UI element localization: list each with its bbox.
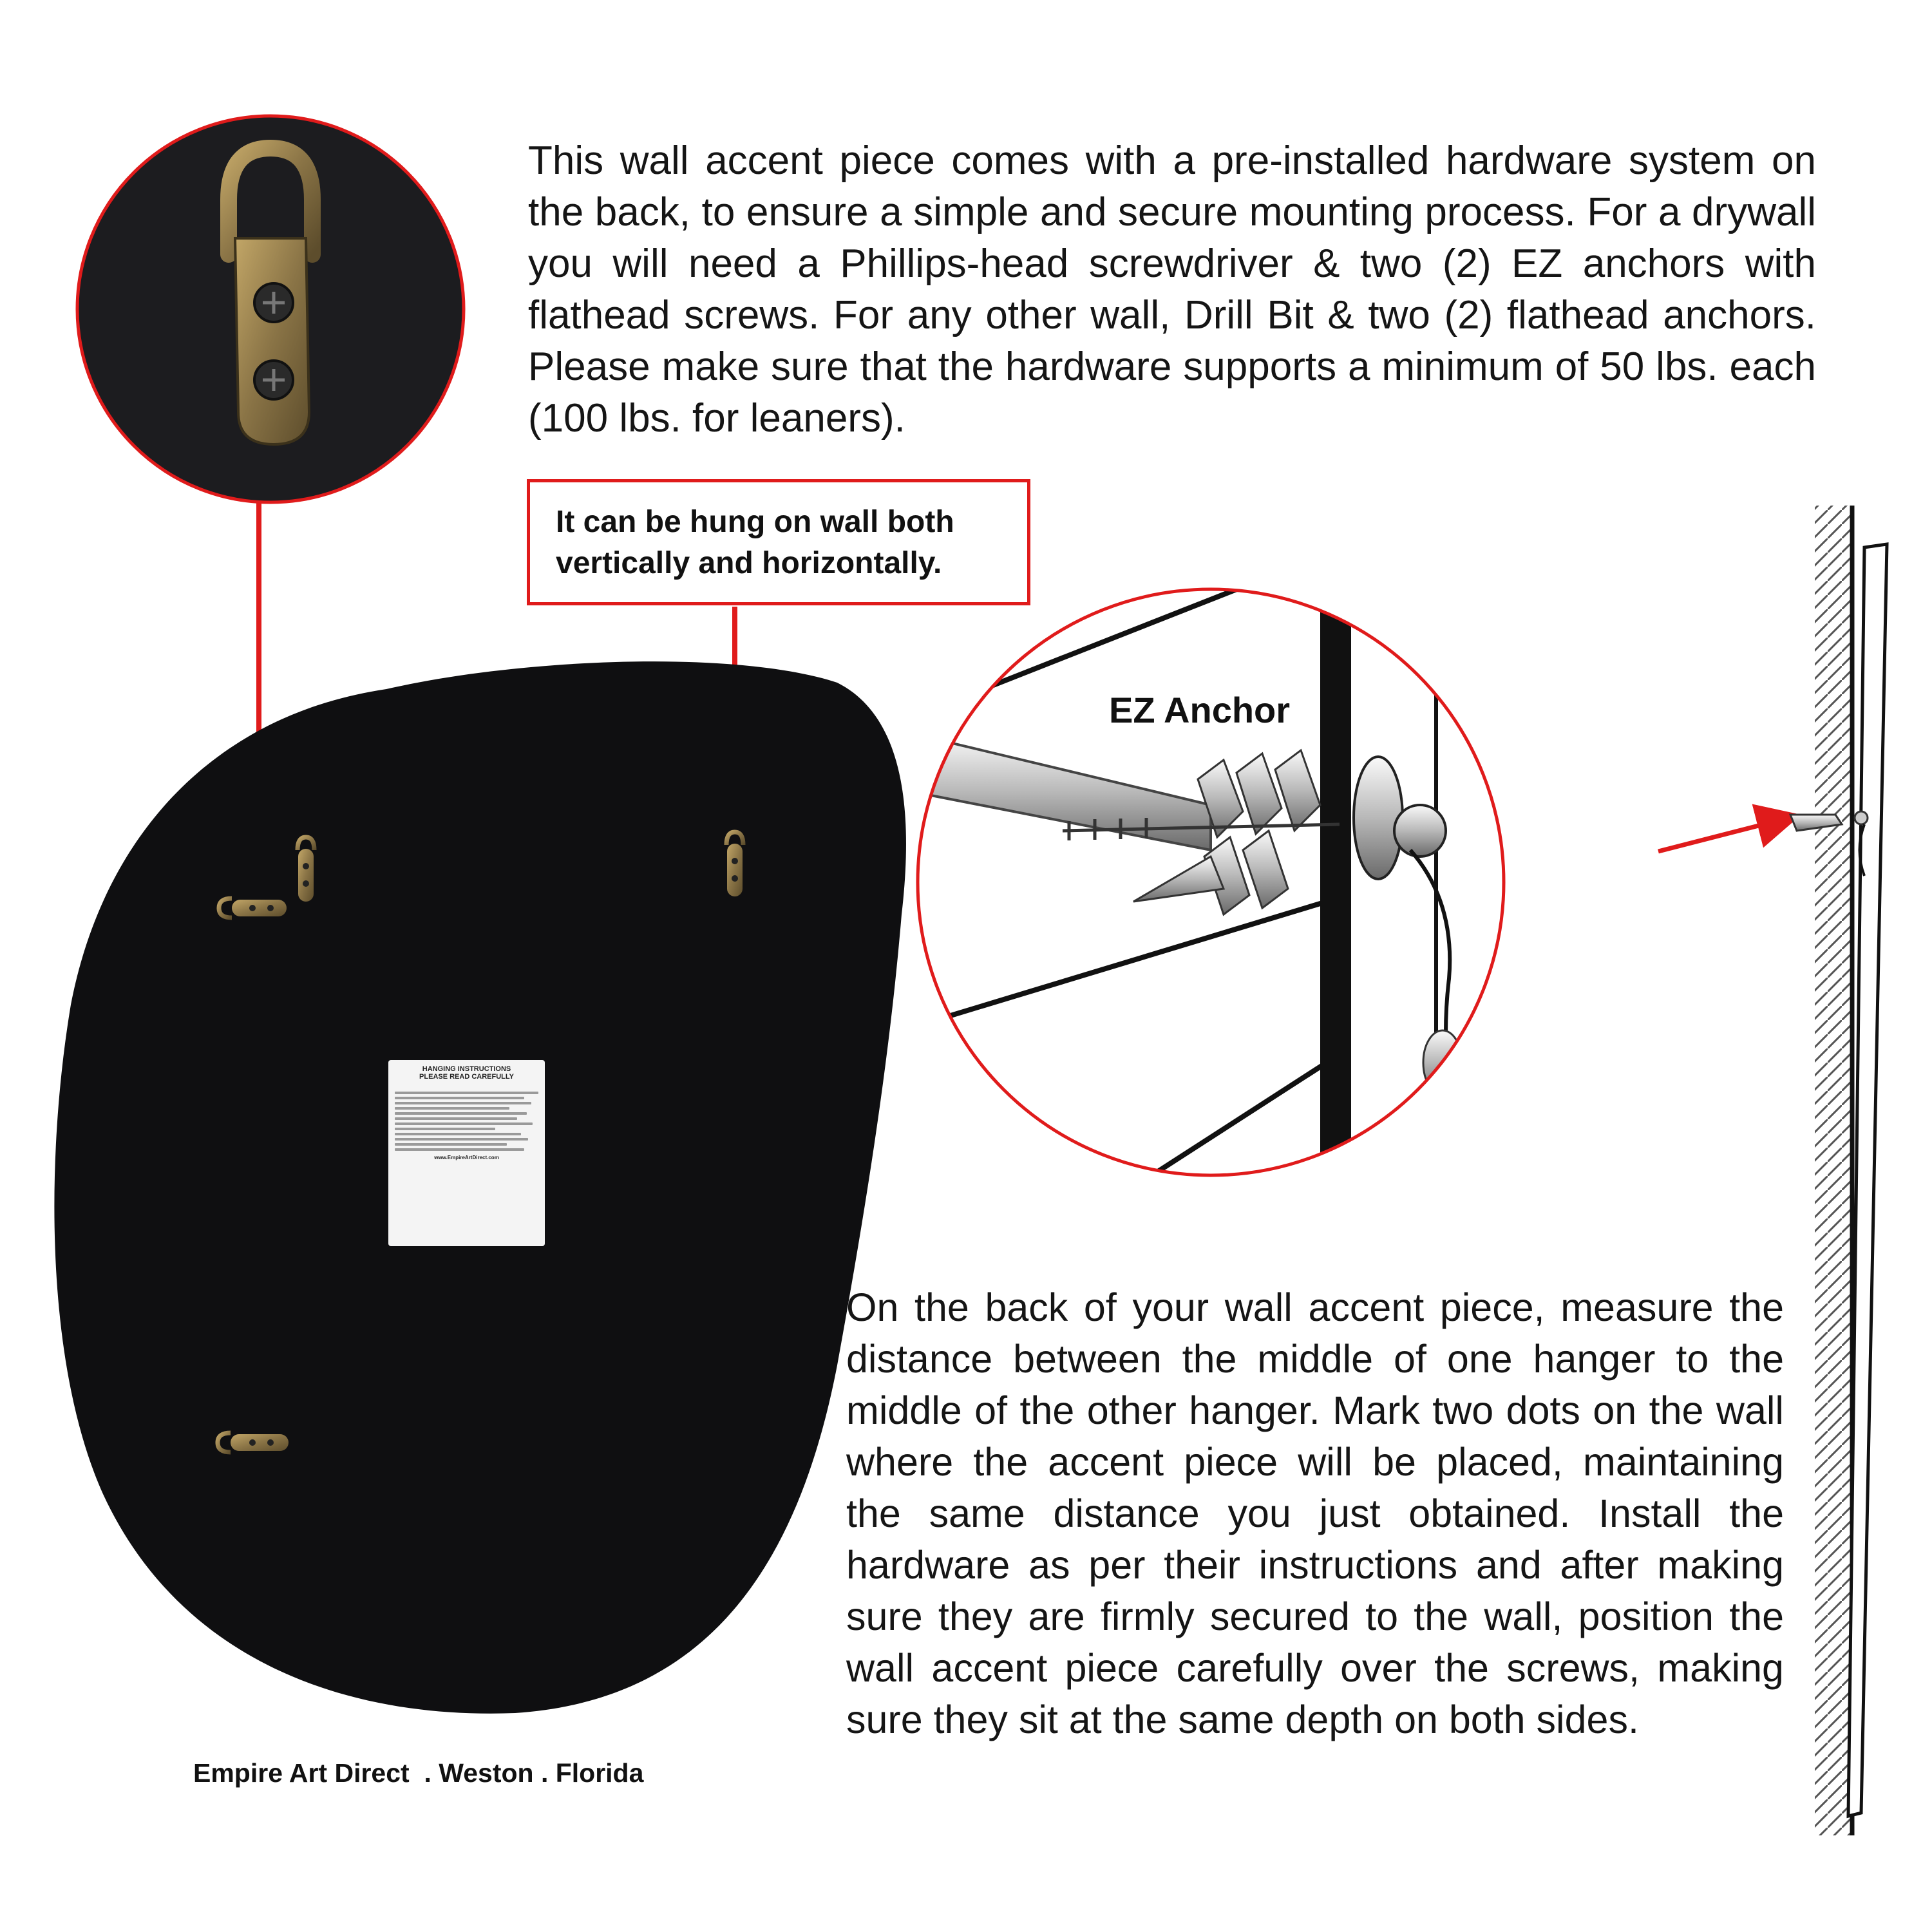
label-fine-print-line [395,1107,509,1110]
label-website: www.EmpireArtDirect.com [434,1155,499,1160]
label-title-line2: PLEASE READ CAREFULLY [419,1073,514,1081]
label-fine-print-line [395,1138,528,1141]
label-fine-print-line [395,1092,538,1094]
label-fine-print-line [395,1102,531,1104]
label-fine-print-line [395,1122,533,1125]
wall-side-view [1790,506,1887,1835]
orientation-callout-text: It can be hung on wall both vertically and horizontally. [556,505,954,580]
label-title-line1: HANGING INSTRUCTIONS [422,1065,511,1073]
label-fine-print-line [395,1143,507,1146]
ez-anchor-label: EZ Anchor [1109,690,1291,730]
label-fine-print-line [395,1097,524,1099]
label-fine-print-line [395,1148,524,1151]
label-fine-print-line [395,1117,517,1120]
ez-anchor-closeup [902,554,1504,1198]
label-fine-print-line [395,1133,521,1135]
label-fine-print-line [395,1112,527,1115]
installation-steps-paragraph: On the back of your wall accent piece, measure the distance between the middle of one hanger to the middle of the other hanger. Mark two dots on the wall where the accent piece will be placed, maintaining the same distance you just obtained. Install the hardware as per their instructions and after making sure they are firmly secured to the wall, position the wall accent piece carefully over the screws, making sure they sit at the same depth on both sides. [846,1285,1784,1741]
label-fine-print-line [395,1128,495,1130]
company-footer: Empire Art Direct . Weston . Florida [193,1758,644,1788]
orientation-callout [527,479,1030,605]
arrow-to-wall-view [1658,819,1784,851]
hanger-closeup [64,103,477,515]
intro-paragraph: This wall accent piece comes with a pre-installed hardware system on the back, to ensure a simple and secure mounting process. For a drywall you will need a Phillips-head screwdriver & two (2) EZ anchors with flathead screws. For any other wall, Drill Bit & two (2) flathead anchors. Please make sure that the hardware supports a minimum of 50 lbs. each (100 lbs. for leaners). [528,138,1816,440]
label-fine-print [395,1083,538,1088]
hanging-instructions-label [388,1060,545,1246]
